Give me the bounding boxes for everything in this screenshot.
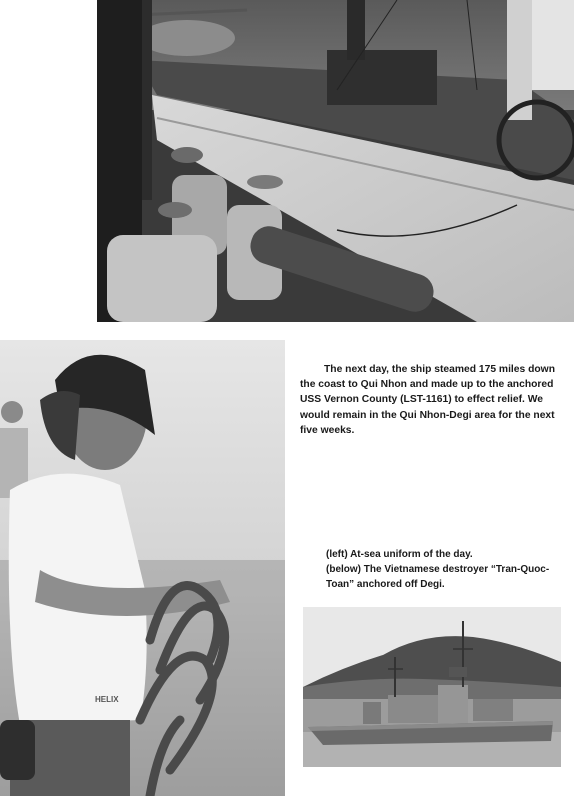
shirt-text: HELIX bbox=[95, 695, 119, 704]
photo-sailors-alongside-ship bbox=[97, 0, 574, 322]
caption-below: (below) The Vietnamese destroyer “Tran-Quoc-Toan” anchored off Degi. bbox=[326, 564, 550, 590]
photo-destroyer-anchored bbox=[303, 607, 561, 767]
caption-left: (left) At-sea uniform of the day. bbox=[326, 549, 473, 560]
photo-sailor-with-rope bbox=[0, 340, 285, 796]
photo-caption bbox=[300, 547, 562, 592]
body-paragraph: The next day, the ship steamed 175 miles down the coast to Qui Nhon and made up to the anchored USS Vernon County (LST-1161) to effect relief. We would remain in the Qui Nhon-Degi area for the next five weeks. bbox=[300, 364, 555, 436]
